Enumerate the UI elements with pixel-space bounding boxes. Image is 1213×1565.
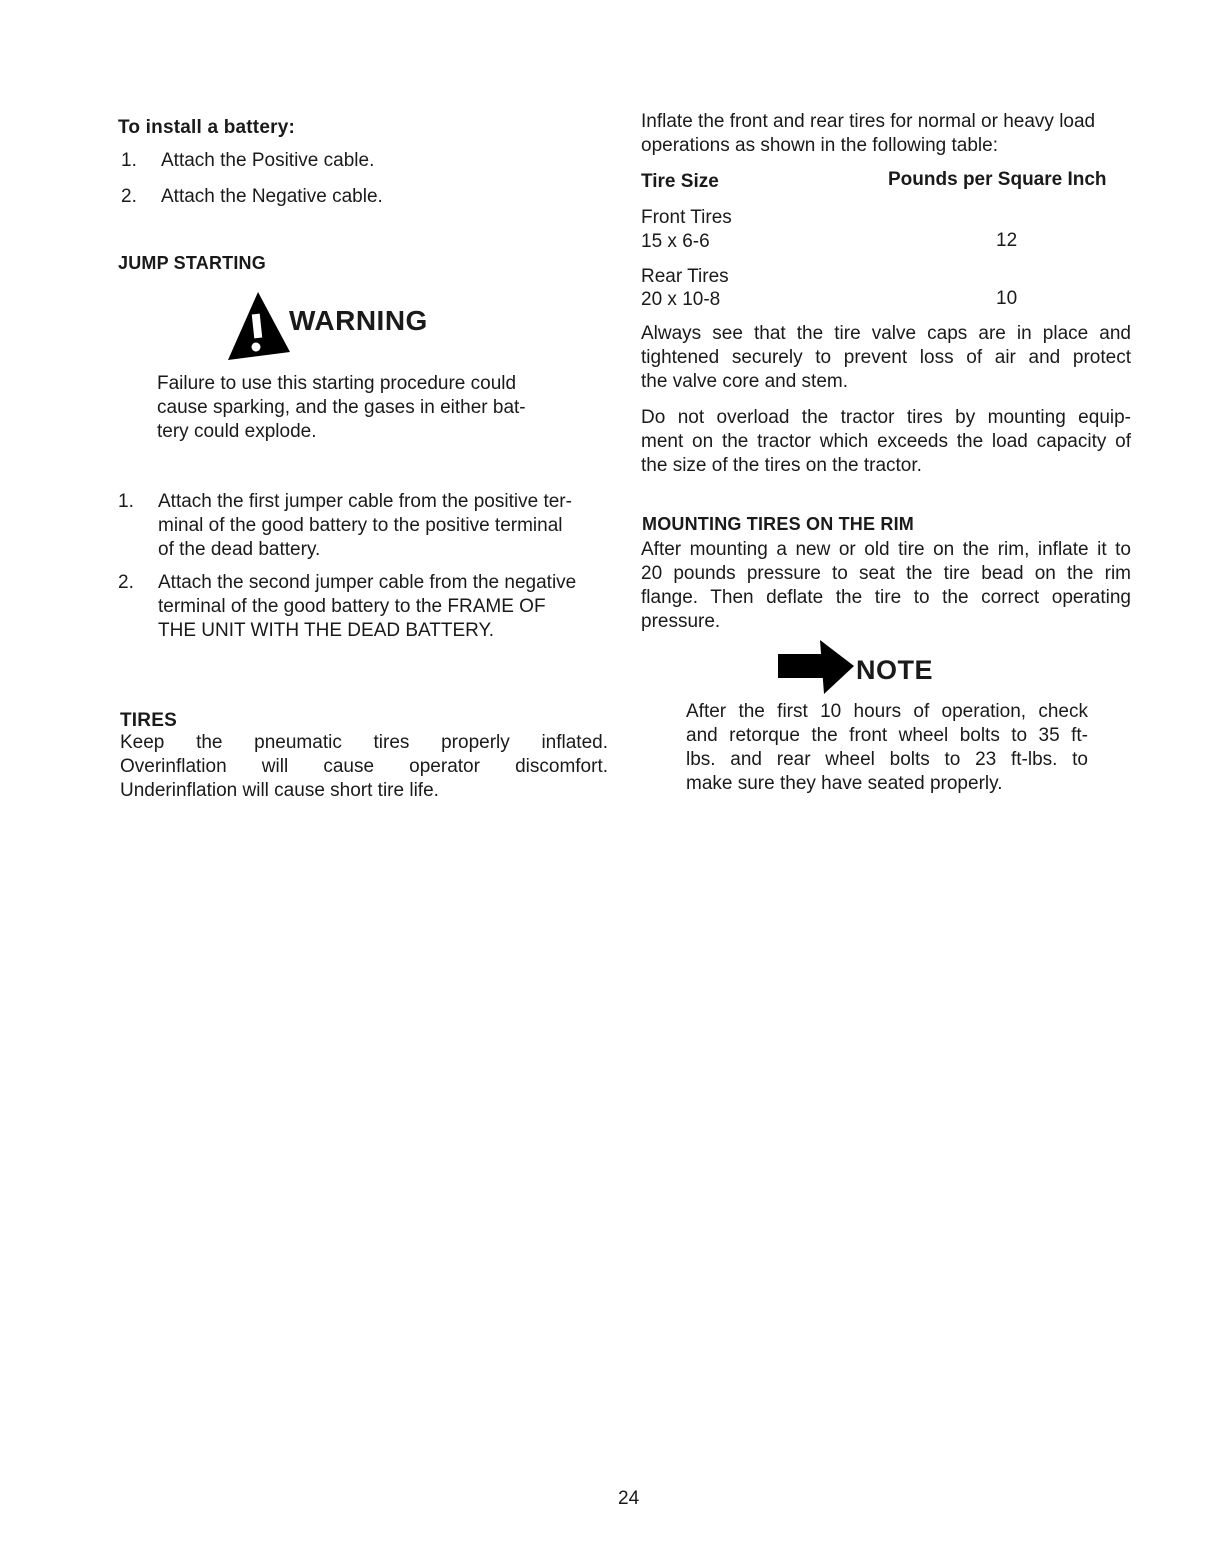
arrow-right-icon (778, 640, 854, 694)
table-cell-psi: 10 (996, 288, 1018, 309)
paragraph-line: Underinflation will cause short tire life. (120, 780, 439, 801)
paragraph-line: flange. Then deflate the tire to the correct operating (641, 587, 1131, 608)
note-text (686, 700, 1088, 796)
tires-heading: TIRES (120, 710, 177, 731)
paragraph-line: 20 pounds pressure to seat the tire bead on the rim (641, 563, 1131, 584)
warning-line: tery could explode. (157, 421, 317, 442)
tires-paragraph (120, 731, 608, 803)
list-line: terminal of the good battery to the FRAME OF (158, 596, 546, 617)
list-number: 2. (118, 572, 134, 593)
paragraph-line: the valve core and stem. (641, 371, 848, 392)
paragraph-line: Overinflation will cause operator discomfort. (120, 756, 608, 777)
paragraph-line: Keep the pneumatic tires properly inflated. (120, 732, 608, 753)
list-item (118, 490, 608, 564)
paragraph-line: ment on the tractor which exceeds the load capacity of (641, 431, 1131, 452)
paragraph-line: pressure. (641, 611, 721, 632)
paragraph-line: tightened securely to prevent loss of air and protect (641, 347, 1131, 368)
mounting-paragraph (641, 538, 1131, 634)
warning-text (157, 372, 577, 444)
list-text: Attach the Negative cable. (161, 186, 383, 207)
warning-line: Failure to use this starting procedure could (157, 373, 517, 394)
paragraph-line: Do not overload the tractor tires by mounting equip- (641, 407, 1131, 428)
jump-starting-heading: JUMP STARTING (118, 253, 266, 273)
note-line: After the first 10 hours of operation, check (686, 701, 1088, 722)
overload-paragraph (641, 406, 1131, 478)
mounting-heading: MOUNTING TIRES ON THE RIM (642, 514, 914, 534)
list-line: Attach the first jumper cable from the positive ter- (158, 491, 572, 512)
list-line: Attach the second jumper cable from the negative (158, 572, 577, 593)
paragraph-line: the size of the tires on the tractor. (641, 455, 922, 476)
list-text: Attach the Positive cable. (161, 150, 375, 171)
table-cell-psi: 12 (996, 230, 1018, 251)
table-cell-size: 15 x 6-6 (641, 231, 710, 252)
list-number: 1. (121, 150, 137, 171)
list-item (118, 571, 608, 645)
note-line: and retorque the front wheel bolts to 35 ft- (686, 725, 1088, 746)
list-number: 1. (118, 491, 134, 512)
list-number: 2. (121, 186, 137, 207)
list-line: minal of the good battery to the positive terminal (158, 515, 563, 536)
list-item (121, 185, 601, 209)
paragraph-line: Inflate the front and rear tires for normal or heavy load (641, 111, 1096, 132)
warning-line: cause sparking, and the gases in either bat- (157, 397, 526, 418)
table-cell-size: 20 x 10-8 (641, 289, 721, 310)
warning-title: WARNING (289, 305, 428, 336)
list-line: THE UNIT WITH THE DEAD BATTERY. (158, 620, 495, 641)
valve-caps-paragraph (641, 322, 1131, 394)
table-header-psi: Pounds per Square Inch (888, 169, 1107, 190)
page-number: 24 (618, 1488, 640, 1509)
list-item (121, 149, 601, 173)
note-line: lbs. and rear wheel bolts to 23 ft-lbs. to (686, 749, 1088, 770)
table-row-group: Rear Tires (641, 266, 729, 287)
paragraph-line: Always see that the tire valve caps are in place and (641, 323, 1131, 344)
warning-triangle-icon (218, 290, 290, 360)
table-header-tire-size: Tire Size (641, 171, 719, 192)
note-line: make sure they have seated properly. (686, 773, 1003, 794)
table-row-group: Front Tires (641, 207, 732, 228)
paragraph-line: After mounting a new or old tire on the rim, inflate it to (641, 539, 1131, 560)
inflate-intro (641, 110, 1131, 158)
note-title: NOTE (856, 655, 934, 685)
paragraph-line: operations as shown in the following table: (641, 135, 999, 156)
list-line: of the dead battery. (158, 539, 321, 560)
install-battery-heading: To install a battery: (118, 117, 295, 138)
